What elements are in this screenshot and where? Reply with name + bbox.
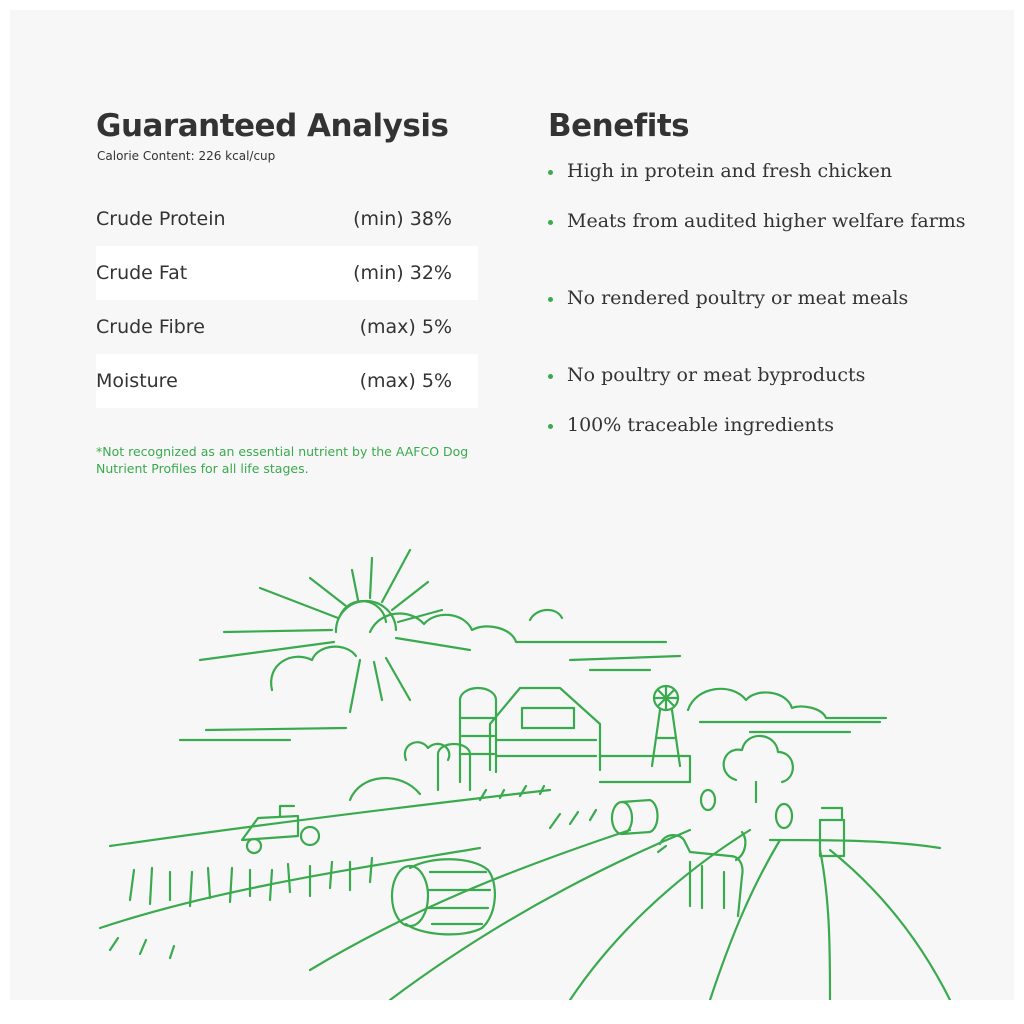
nutrition-panel xyxy=(10,10,1014,1000)
benefit-text: 100% traceable ingredients xyxy=(567,414,835,436)
aafco-footnote: *Not recognized as an essential nutrient by the AAFCO Dog Nutrient Profiles for all life stages. xyxy=(96,443,469,476)
nutrient-value: (min) 38% xyxy=(353,208,452,230)
guaranteed-analysis-title: Guaranteed Analysis xyxy=(96,108,449,144)
hay-bale-icon xyxy=(392,859,495,934)
cloud-icon xyxy=(180,610,680,740)
benefits-title: Benefits xyxy=(548,108,690,144)
nutrient-value: (max) 5% xyxy=(359,316,452,338)
sun-icon xyxy=(200,550,470,712)
nutrient-name: Crude Protein xyxy=(96,208,226,230)
dog-icon xyxy=(658,832,745,916)
benefit-text: No poultry or meat byproducts xyxy=(567,364,866,386)
nutrient-name: Crude Fat xyxy=(96,262,188,284)
calorie-content: Calorie Content: 226 kcal/cup xyxy=(97,149,276,163)
nutrient-name: Crude Fibre xyxy=(96,316,205,338)
benefit-text: No rendered poultry or meat meals xyxy=(567,287,909,309)
benefit-text: High in protein and fresh chicken xyxy=(567,160,893,182)
barn-icon xyxy=(350,688,690,800)
nutrient-value: (min) 32% xyxy=(353,262,452,284)
field-lines-icon xyxy=(100,786,950,1000)
nutrient-name: Moisture xyxy=(96,370,178,392)
benefit-text: Meats from audited higher welfare farms xyxy=(567,210,966,232)
hay-bale-icon xyxy=(612,790,844,856)
nutrient-value: (max) 5% xyxy=(359,370,452,392)
tractor-icon xyxy=(242,806,319,853)
farm-illustration xyxy=(10,10,1014,1000)
windmill-icon xyxy=(652,686,680,766)
cloud-icon xyxy=(688,689,886,732)
